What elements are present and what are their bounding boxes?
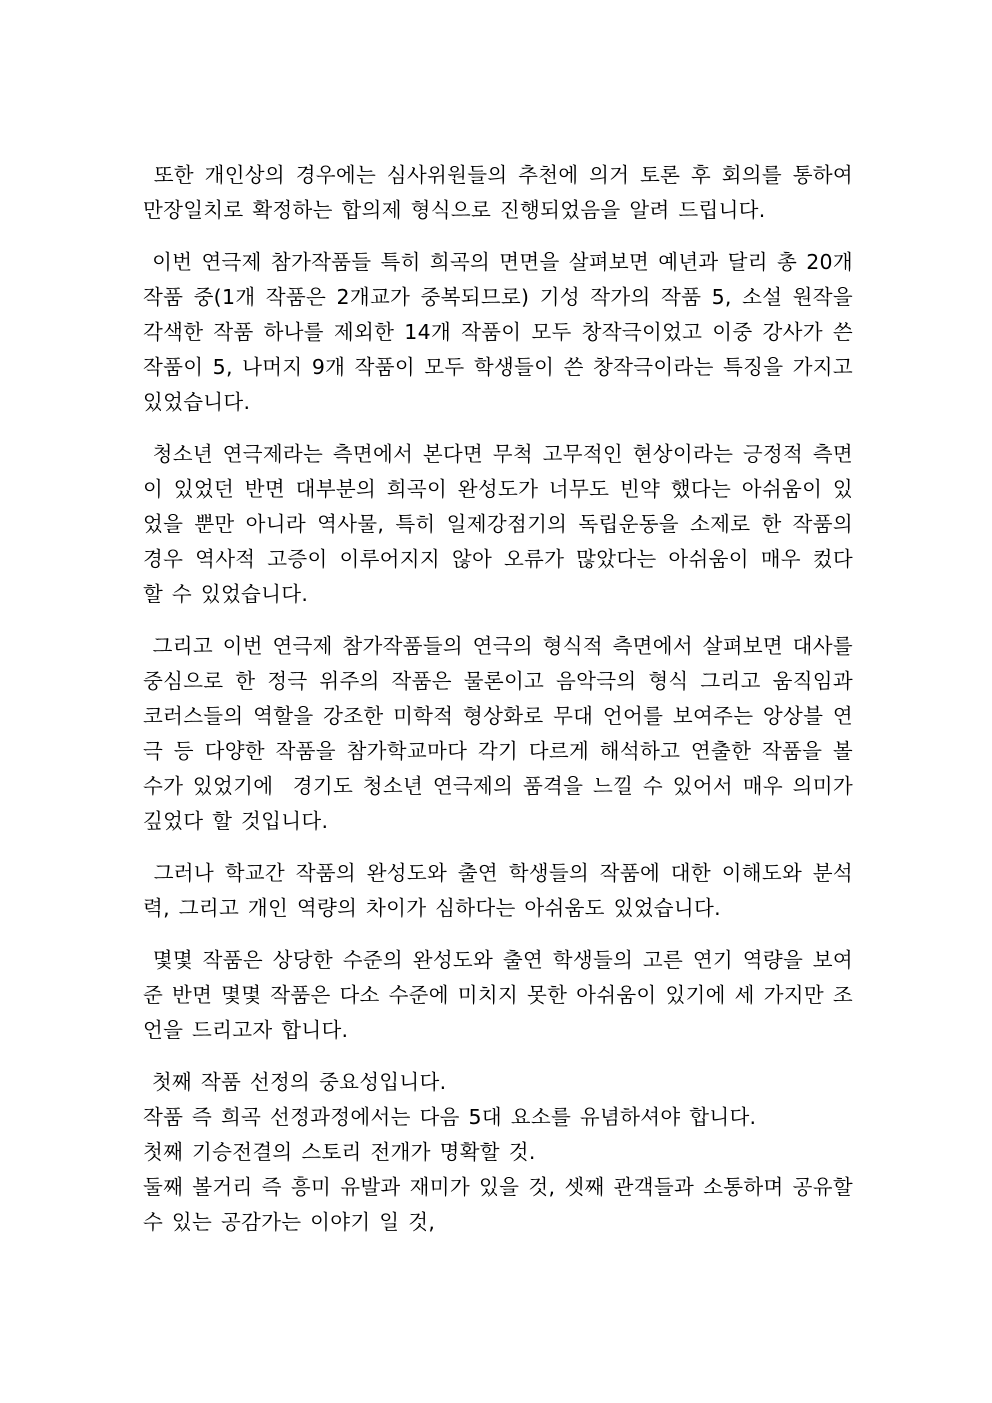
advice-line-2: 작품 즉 희곡 선정과정에서는 다음 5대 요소를 유념하셔야 합니다.	[143, 1105, 757, 1129]
paragraph-2: 이번 연극제 참가작품들 특히 희곡의 면면을 살펴보면 예년과 달리 총 20개 작품 중(1개 작품은 2개교가 중복되므로) 기성 작가의 작품 5, 소설 원작을 각색한 작품 하나를 제외한 14개 작품이 모두 창작극이었고 이중 강사가 쓴 작품이 5, 나머지 9개 작품이 모두 학생들이 쓴 창작극이라는 특징을 가지고 있었습니다.	[143, 250, 862, 414]
paragraph-4: 그리고 이번 연극제 참가작품들의 연극의 형식적 측면에서 살펴보면 대사를 중심으로 한 정극 위주의 작품은 물론이고 음악극의 형식 그리고 움직임과 코러스들의 역할을 강조한 미학적 형상화로 무대 언어를 보여주는 앙상블 연극 등 다양한 작품을 참가학교마다 각기 다르게 해석하고 연출한 작품을 볼 수가 있었기에 경기도 청소년 연극제의 품격을 느낄 수 있어서 매우 의미가 깊었다 할 것입니다.	[143, 634, 862, 833]
paragraph-gap	[143, 839, 853, 856]
paragraph-gap	[143, 228, 853, 245]
paragraph-gap	[143, 612, 853, 629]
advice-section	[143, 1065, 862, 1240]
paragraph-6: 몇몇 작품은 상당한 수준의 완성도와 출연 학생들의 고른 연기 역량을 보여준 반면 몇몇 작품은 다소 수준에 미치지 못한 아쉬움이 있기에 세 가지만 조언을 드리고자 합니다.	[143, 948, 853, 1042]
advice-line-4: 둘째 볼거리 즉 흥미 유발과 재미가 있을 것, 셋째 관객들과 소통하며 공유할 수 있는 공감가는 이야기 일 것,	[143, 1175, 862, 1234]
document-body	[143, 158, 862, 1240]
advice-line-1: 첫째 작품 선정의 중요성입니다.	[143, 1070, 447, 1094]
paragraph-gap	[143, 420, 853, 437]
advice-line-3: 첫째 기승전결의 스토리 전개가 명확할 것.	[143, 1140, 536, 1164]
paragraph-5: 그러나 학교간 작품의 완성도와 출연 학생들의 작품에 대한 이해도와 분석력, 그리고 개인 역량의 차이가 심하다는 아쉬움도 있었습니다.	[143, 861, 853, 920]
paragraph-gap	[143, 926, 853, 943]
paragraph-gap	[143, 1048, 853, 1065]
paragraph-3: 청소년 연극제라는 측면에서 본다면 무척 고무적인 현상이라는 긍정적 측면이 있었던 반면 대부분의 희곡이 완성도가 너무도 빈약 했다는 아쉬움이 있었을 뿐만 아니라 역사물, 특히 일제강점기의 독립운동을 소제로 한 작품의 경우 역사적 고증이 이루어지지 않아 오류가 많았다는 아쉬움이 매우 컸다 할 수 있었습니다.	[143, 442, 862, 606]
paragraph-1: 또한 개인상의 경우에는 심사위원들의 추천에 의거 토론 후 회의를 통하여 만장일치로 확정하는 합의제 형식으로 진행되었음을 알려 드립니다.	[143, 163, 862, 222]
